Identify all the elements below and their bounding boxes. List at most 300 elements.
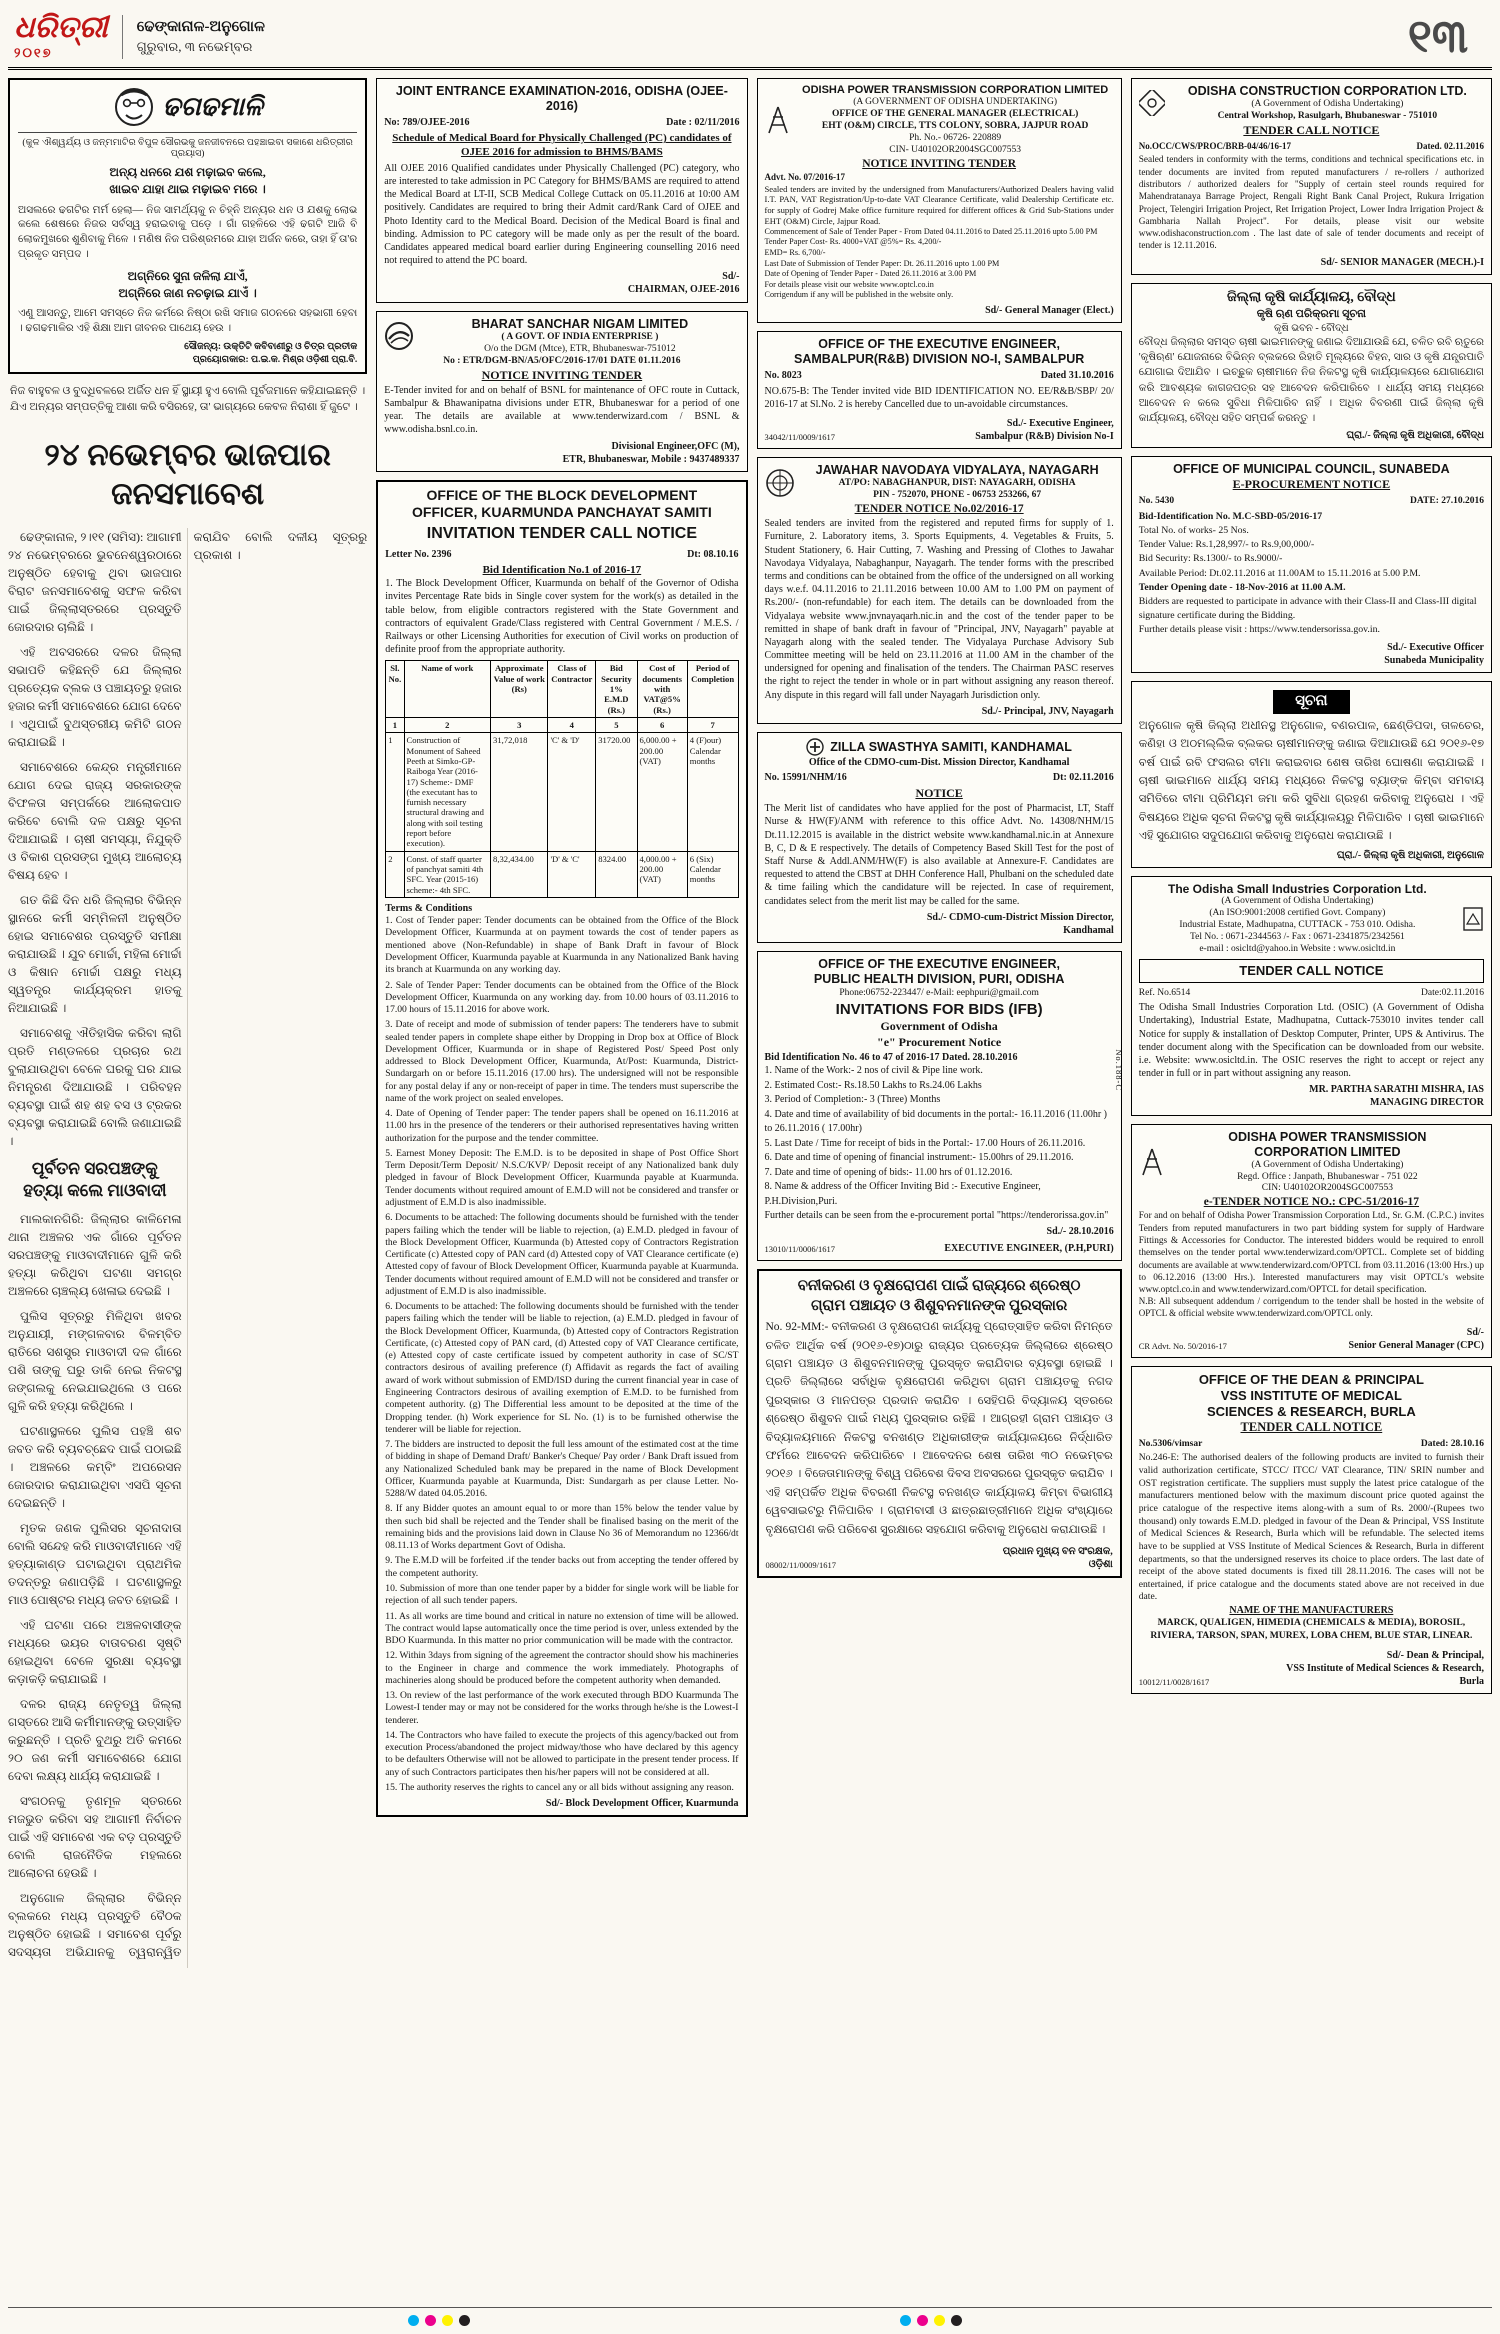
headline-line: ୨୪ ନଭେମ୍ବର ଭାଜପାର <box>44 437 331 473</box>
dhagadhamali-tagline: (କୁଳ ଐଶ୍ୱର୍ଯ୍ୟ ଓ ଜନ୍ମମାଟିର ବିପୁଳ ସୌରଭକୁ ଜନଜୀବନରେ ପହଞ୍ଚାଇବା ସକାଶେ ଧରିତ୍ରୀର ପ୍ରୟାସ) <box>22 138 353 159</box>
optcl-jajpur-title: ODISHA POWER TRANSMISSION CORPORATION LIMITED <box>802 84 1109 96</box>
osic-line6: e-mail : osicltd@yahoo.in Website : www.osicltd.in <box>1199 943 1396 954</box>
optcl-cpc-title <box>1171 1130 1484 1160</box>
kandhamal-title: ZILLA SWASTHYA SAMITI, KANDHAMAL <box>830 739 1072 754</box>
color-registration-dots-left <box>408 2315 470 2326</box>
ojee-date: Date : 02/11/2016 <box>666 117 740 128</box>
jnv-body: Sealed tenders are invited from the registered and reputed firms for supply of 1. Furniture, 2. Laboratory items, 3. Sports Equipments, 4. Vegetables & Fruits, 5. Student Stationery, 6. Hair Cutting, 7. Washing and Pressing of Clothes to Jawahar Navodaya Vidyalaya, Nabaghanpur, Nayagarh. The tender forms with the prescribed terms and conditions can be obtained from the office of the undersigned on all working days w.e.f. 04.11.2016 to 21.11.2016 between 10.00 AM to 1.00 PM on payment of Rs.200/- (non-refundable) for each item. The details can be downloaded from the Vidyalaya website www.jnvnayaqarh.nic.in and the cost of the tender paper to be remitted in shape of bank draft in favour of "Principal, JNV, Nayagarh" payable at Nayagarh along with the sealed tender. The Vidyalaya Purchase Advisory Sub Committee meeting will be held on 23.11.2016 at 11.00 AM in the chamber of the undersigned for opening and finalisation of the tenders. The Chairman PASC reserves the right to reject the tender in whole or in part without assigning any reason thereof. Any dispute in this regard will fall under Nayagarh Jurisdiction only. <box>764 518 1114 701</box>
sign-line: Burla <box>1459 1676 1484 1688</box>
term-item: 5. Earnest Money Deposit: The E.M.D. is to be deposited in shape of Post Office Short Term Deposit/Term Deposit/ N.S.C/KVP/ Deposit receipt of any Nationalized bank duly pledged in favour of Block Development Officer, Kuarmunda payable at Kuarmunda. Tender documents without required amount of E.M.D will not be considered and transfer or adjustment of E.M.D is also inadmissible. <box>385 1147 739 1209</box>
bsnl-logo-icon <box>384 321 414 351</box>
headline-line: ଜନସମାବେଶ <box>111 475 265 511</box>
ojee-subject: Schedule of Medical Board for Physically Challenged (PC) candidates of OJEE 2016 for admission to BHMS/BAMS <box>392 132 732 159</box>
verse-line: ଅଗ୍ନିରେ ଜାଣ ନଚଢ଼ାଇ ଯାଏଁ । <box>118 285 257 300</box>
ee-puri-items <box>765 1064 1114 1209</box>
sign-line: ETR, Bhubaneswar, Mobile : 9437489337 <box>562 453 740 465</box>
table-header: Approximate Value of work (Rs) <box>491 661 548 718</box>
black-dot <box>951 2315 962 2326</box>
sign-line: ଓଡ଼ିଶା <box>1088 1559 1113 1571</box>
sign-line: Sambalpur (R&B) Division No-I <box>975 431 1114 443</box>
jnv-heading: TENDER NOTICE No.02/2016-17 <box>854 503 1024 516</box>
term-item: 7. The bidders are instructed to deposit the full less amount of the estimated cost at the time of bidding in shape of Demand Draft/ Banker's Cheque/ Pay order / Bank Draft issued from any Nationalized Scheduled bank may be prepared in the name of Block Development Officer, Kuarmunda payable at Kuarmunda, Dist: Sundargarh as per clause Letter. No- 5288/W dated 04.05.2016. <box>385 1439 739 1500</box>
ee-sambalpur-title <box>765 337 1114 367</box>
table-cell: 'C' & 'D' <box>548 733 596 851</box>
occ-logo-icon <box>1139 90 1165 116</box>
optcl-cpc-notice <box>1131 1124 1492 1359</box>
osic-notice <box>1131 876 1492 1116</box>
notice-line: Tender Value: Rs.1,28,997/- to Rs.9,00,000/- <box>1138 539 1315 551</box>
masthead-divider <box>122 15 123 59</box>
article-paragraph: ପୁଲିସ ସୂତ୍ରରୁ ମିଳିଥିବା ଖବର ଅନୁଯାୟୀ, ମଙ୍ଗଳବାର ବିଳମ୍ବିତ ରାତିରେ ସଶସ୍ତ୍ର ମାଓବାଦୀ ଦଳ ଗାଁରେ ପଶି ତାଙ୍କୁ ଘରୁ ଡାକି ନେଇ ନିକଟସ୍ଥ ଜଙ୍ଗଲକୁ ନେଇଯାଇଥିଲେ ଓ ପରେ ଗୁଳି କରି ହତ୍ୟା କରିଥିଲେ । <box>8 1308 182 1413</box>
magenta-dot <box>425 2315 436 2326</box>
osic-ref: Ref. No.6514 <box>1138 987 1191 998</box>
term-item: 13. On review of the last performance of the work executed through BDO Kuarmunda The Lowest-I tender may or may not be considered for the works through he/she is the Lowest-I tenderer. <box>385 1690 739 1726</box>
term-item: 9. The E.M.D will be forfeited .if the tender backs out from accepting the tender offered by the competent authority. <box>385 1555 739 1579</box>
ee-puri-title <box>765 957 1114 987</box>
dhagadhamali-verse-1 <box>18 164 357 199</box>
notice-line: Bid Security: Rs.1300/- to Rs.9000/- <box>1138 553 1283 565</box>
table-header-row <box>386 661 738 718</box>
detail-line: For details please visit our website www.optcl.co.in <box>764 279 934 289</box>
bdo-signature: Sd/- Block Development Officer, Kuarmunda <box>545 1798 739 1810</box>
table-cell: Construction of Monument of Saheed Peeth at Simko-GP-Raiboga Year (2016-17) Scheme:- DMF (the executant has to furnish necessary structural drawing and along with soil testing report before execution). <box>404 733 490 851</box>
bottom-rule <box>8 2307 1492 2308</box>
cyan-dot <box>900 2315 911 2326</box>
sign-line: MANAGING DIRECTOR <box>1370 1097 1484 1109</box>
magenta-dot <box>917 2315 928 2326</box>
bdo-bid-id: Bid Identification No.1 of 2016-17 <box>482 563 642 576</box>
ojee-ref-no: No: 789/OJEE-2016 <box>384 117 470 128</box>
optcl-jajpur-heading: NOTICE INVITING TENDER <box>862 157 1017 170</box>
ee-puri-signature: EXECUTIVE ENGINEER, (P.H,PURI) <box>944 1242 1114 1254</box>
dhagadhamali-header <box>18 86 357 133</box>
sunabeda-notice <box>1131 456 1492 673</box>
yellow-dot <box>934 2315 945 2326</box>
kandhamal-heading: NOTICE <box>915 786 963 801</box>
ifb-item: 8. Name & address of the Officer Inviting Bid :- Executive Engineer, P.H.Division,Puri. <box>764 1181 1041 1207</box>
article-paragraph: ମୃତକ ଜଣକ ପୁଲିସର ସୂଚନାଦାତା ବୋଲି ସନ୍ଦେହ କରି ମାଓବାଦୀମାନେ ଏହି ହତ୍ୟାକାଣ୍ଡ ଘଟାଇଥିବା ପ୍ରାଥମିକ ତଦନ୍ତରୁ ଜଣାପଡ଼ିଛି । ଘଟଣାସ୍ଥଳରୁ ମାଓ ପୋଷ୍ଟର ମଧ୍ୟ ଜବତ ହୋଇଛି । <box>8 1520 182 1607</box>
optcl-jajpur-line2: (A GOVERNMENT OF ODISHA UNDERTAKING) <box>853 97 1058 108</box>
ee-puri-contact: Phone:06752-223447/ e-Mail: eephpuri@gmail.com <box>839 988 1039 999</box>
verse-line: ଅନ୍ୟ ଧନରେ ଯଶ ମଢ଼ାଇବ କଲେ, <box>109 165 266 179</box>
optcl-logo-icon <box>1139 1147 1165 1177</box>
occ-signature: Sd/- SENIOR MANAGER (MECH.)-I <box>1320 256 1484 268</box>
term-item: 11. As all works are time bound and critical in nature no extension of time will be allowed. The contract would lapse automatically once the time period is over, unless extended by the BDO Kuarmunda. In this matter no prior communication will be made with the contractor. <box>385 1610 739 1647</box>
ad-code: 13010/11/0006/1617 <box>764 1243 836 1254</box>
ojee-title: JOINT ENTRANCE EXAMINATION-2016, ODISHA (OJEE-2016) <box>395 84 728 113</box>
table-cell: 4 (F)our) Calendar months <box>687 733 738 851</box>
color-registration-dots-right <box>900 2315 962 2326</box>
yellow-dot <box>442 2315 453 2326</box>
occ-line3: Central Workshop, Rasulgarh, Bhubaneswar - 751010 <box>1217 110 1438 121</box>
column-3 <box>757 78 1122 1578</box>
table-colnum: 5 <box>596 717 637 732</box>
boudh-agri-notice <box>1131 283 1492 449</box>
boudh-subtitle: କୃଷି ଋଣ ପରିକ୍ରମା ସୂଚନା <box>1256 308 1367 321</box>
print-registration-marks <box>0 2315 1500 2326</box>
ojee-notice <box>376 78 747 303</box>
kandhamal-date: Dt: 02.11.2016 <box>1052 772 1114 784</box>
title-line: OFFICE OF THE BLOCK DEVELOPMENT <box>426 486 698 503</box>
subhead-line: ହତ୍ୟା କଲେ ମାଓବାଦୀ <box>23 1180 167 1200</box>
ojee-signature <box>384 270 739 296</box>
optcl-cpc-line4: Regd. Office : Janpath, Bhubaneswar - 751 022 <box>1237 1171 1418 1182</box>
title-line: VSS INSTITUTE OF MEDICAL <box>1220 1388 1403 1404</box>
sunabeda-title: OFFICE OF MUNICIPAL COUNCIL, SUNABEDA <box>1173 462 1450 477</box>
term-item: 8. If any Bidder quotes an amount equal to or more than 15% below the tender value by then such bid shall be rejected and the Tender shall be finalised basing on the merit of the remaining bids and the provisions laid down in Clause No 36 of Memorandum no 12366/dt 08.11.13 of Works department Govt of Odisha. <box>385 1503 739 1552</box>
verse-line: ଖାଇବ ଯାହା ଥାଇ ମଢ଼ାଇବ ମରେ । <box>109 182 266 197</box>
article-paragraph: ଘଟଣାସ୍ଥଳରେ ପୁଲିସ ପହଞ୍ଚି ଶବ ଜବତ କରି ବ୍ୟବଚ୍ଛେଦ ପାଇଁ ପଠାଇଛି । ଅଞ୍ଚଳରେ କମ୍ବିଂ ଅପରେସନ ଜୋରଦାର କରାଯାଇଥିବା ଏସପି ସୂଚନା ଦେଇଛନ୍ତି । <box>8 1423 182 1510</box>
bsnl-ref: No : ETR/DGM-BN/A5/OFC/2016-17/01 DATE 01.11.2016 <box>443 356 681 367</box>
osic-band: TENDER CALL NOTICE <box>1139 959 1484 982</box>
sign-line: MR. PARTHA SARATHI MISHRA, IAS <box>1309 1084 1484 1096</box>
article-paragraph: ଏହି ଘଟଣା ପରେ ଅଞ୍ଚଳବାସୀଙ୍କ ମଧ୍ୟରେ ଭୟର ବାତାବରଣ ସୃଷ୍ଟି ହୋଇଥିବା ବେଳେ ସୁରକ୍ଷା ବ୍ୟବସ୍ଥା କଡ଼ାକଡ଼ି କରାଯାଇଛି । <box>8 1617 182 1686</box>
dhagadhamali-title: ଢଗଢମାଳି <box>162 91 263 121</box>
health-emblem-icon <box>806 738 824 756</box>
optcl-jajpur-line4: EHT (O&M) CIRCLE, TTS COLONY, SOBRA, JAJPUR ROAD <box>821 120 1089 131</box>
optcl-jajpur-advt: Advt. No. 07/2016-17 <box>764 171 845 182</box>
bdo-works-table <box>385 660 738 898</box>
optcl-jajpur-line3: OFFICE OF THE GENERAL MANAGER (ELECTRICAL) <box>832 109 1079 120</box>
detail-line: Date of Opening of Tender Paper - Dated 26.11.2016 at 3.00 PM <box>764 269 977 279</box>
black-dot <box>459 2315 470 2326</box>
occ-line2: (A Government of Odisha Undertaking) <box>1251 99 1404 109</box>
detail-line: Corrigendum if any will be published in the website only. <box>764 290 954 300</box>
bdo-terms-list <box>385 915 738 1794</box>
title-line: CORPORATION LIMITED <box>1254 1144 1401 1159</box>
column-1 <box>8 78 367 1968</box>
sign-line: Sd./- Executive Engineer, <box>1006 417 1114 429</box>
optcl-cpc-ref: CR Advt. No. 50/2016-17 <box>1138 1341 1227 1352</box>
newspaper-logo-text: ଧରିତ୍ରୀ <box>14 10 108 44</box>
table-colnum: 1 <box>386 717 404 732</box>
table-header: Class of Contractor <box>548 661 596 718</box>
bdo-kuarmunda-notice <box>376 480 747 1818</box>
table-row <box>386 733 738 851</box>
suchana-body: ଅନୁଗୋଳ କୃଷି ଜିଲ୍ଲା ଅଧୀନସ୍ଥ ଅନୁଗୋଳ, ବଣରପାଳ, ଛେଣ୍ଡିପଦା, ତାଳଚେର, କଣିହା ଓ ଅଠମଲ୍ଲିକ ବ୍ଲକର ଚାଷୀମାନଙ୍କୁ ଜଣାଇ ଦିଆଯାଉଛି ଯେ ୨୦୧୬-୧୭ ବର୍ଷ ପାଇଁ ରବି ଫସଲର ବୀମା କରାଇବାର ଶେଷ ତାରିଖ ଘୋଷଣା କରାଯାଇଛି । ଚାଷୀ ଭାଇମାନେ ଧାର୍ଯ୍ୟ ସମୟ ମଧ୍ୟରେ ନିକଟସ୍ଥ ବ୍ୟାଙ୍କ କିମ୍ବା ସମବାୟ ସମିତିରେ ବୀମା ପ୍ରିମିୟମ ଜମା କରି ସୁବିଧା ଗ୍ରହଣ କରିବାକୁ ଅନୁରୋଧ । ଏହି ବିଷୟରେ ଅଧିକ ସୂଚନା ନିକଟସ୍ଥ କୃଷି କାର୍ଯ୍ୟାଳୟରୁ ମିଳିପାରିବ । ଚାଷୀ ଭାଇମାନେ ଏହି ସୁଯୋଗର ସଦୁପଯୋଗ କରିବାକୁ ଅନୁରୋଧ କରାଯାଉଛି । <box>1138 719 1484 843</box>
detail-line: Last Date of Submission of Tender Paper: Dt. 26.11.2016 upto 1.00 PM <box>764 258 1000 268</box>
sign-line: ପ୍ରଧାନ ମୁଖ୍ୟ ବନ ସଂରକ୍ଷକ, <box>1002 1546 1113 1557</box>
bdo-heading: INVITATION TENDER CALL NOTICE <box>426 525 697 543</box>
ee-sambalpur-date: Dated 31.10.2016 <box>1040 370 1114 382</box>
table-header: Bid Security 1% E.M.D (Rs.) <box>596 661 637 718</box>
table-cell: 31,72,018 <box>491 733 548 851</box>
ad-code-vertical: No.188-C <box>1113 1048 1124 1091</box>
credit-line: ସୌଜନ୍ୟ: ଉକ୍ତିଟି କବିବାଣୀରୁ ଓ ଚିତ୍ର ପ୍ରତୀକ <box>184 341 358 352</box>
table-cell: 4,000.00 + 200.00 (VAT) <box>637 851 687 897</box>
osic-title: The Odisha Small Industries Corporation Ltd. <box>1168 881 1427 896</box>
ee-sambalpur-ref: No. 8023 <box>764 370 802 382</box>
optcl-jajpur-signature: Sd/- General Manager (Elect.) <box>985 305 1114 317</box>
term-item: 14. The Contractors who have failed to execute the projects of this agency/backed out from execution Process/abandoned the project midway/those who have declared by this agency to be defaulters Otherwise will not be allowed to participate in the present tender process. If any of such Contractors participates then his/her papers will not be considered at all. <box>385 1729 739 1778</box>
optcl-logo-icon <box>765 105 791 135</box>
term-item: 12. Within 3days from signing of the agreement the contractor should show his machineries to the Engineer in charge and commence the work immediately. Photographs of machineries along should be produced before the competent authority when demanded. <box>385 1650 739 1686</box>
dhagadhamali-column <box>8 78 367 374</box>
optcl-cpc-heading: e-TENDER NOTICE NO.: CPC-51/2016-17 <box>1203 1196 1420 1209</box>
optcl-cpc-cin: CIN: U40102OR2004SGC007553 <box>1261 1183 1393 1194</box>
kandhamal-signature <box>765 911 1114 937</box>
sign-line: Senior General Manager (CPC) <box>1348 1340 1484 1352</box>
table-colnum: 2 <box>404 717 490 732</box>
ee-puri-heading3: "e" Procurement Notice <box>877 1035 1002 1050</box>
ifb-item: 1. Name of the Work:- 2 nos of civil & Pipe line work. <box>764 1065 983 1077</box>
article-paragraph: ଢେଙ୍କାନାଳ, ୨।୧୧ (ସମିସ): ଆଗାମୀ ୨୪ ନଭେମ୍ବରରେ ଭୁବନେଶ୍ୱରଠାରେ ଅନୁଷ୍ଠିତ ହେବାକୁ ଥିବା ଭାଜପାର ବିରାଟ ଜନସମାବେଶକୁ ସଫଳ କରିବା ପାଇଁ ଜିଲ୍ଲାସ୍ତରରେ ପ୍ରସ୍ତୁତି ଜୋରଦାର ଚାଲିଛି । <box>8 529 182 634</box>
table-colnum: 7 <box>687 717 738 732</box>
occ-heading: TENDER CALL NOTICE <box>1243 122 1380 137</box>
ojee-body: All OJEE 2016 Qualified candidates under Physically Challenged (PC) category, who are interested to take admission in PC Category for BHMS/BAMS are required to attend the Medical Board at LT-II, SCB Medical College Cuttack on 05.11.2016 at 10:00 AM positively. Candidates are required to bring their Admit card/Rank Card of OJEE and Photo Identity card to the Medical Board. Decision of the Medical Board is final and binding. Admission to PC category will be made only as per the result of the board. Candidates appeared medical board earlier during Engineering counselling 2016 need not required to attend the PC board. <box>384 162 740 267</box>
table-header: Cost of documents with VAT@5%(Rs.) <box>637 661 687 718</box>
bsnl-body: E-Tender invited for and on behalf of BSNL for maintenance of OFC route in Cuttack, Sambalpur & Bhawanipatna divisions under ETR, Bhubaneswar for a period of one year. The details are available at www.tenderwizard.com / BSNL & www.odisha.bsnl.co.in. <box>384 384 740 436</box>
jnv-address-1: AT/PO: NABAGHANPUR, DIST: NAYAGARH, ODISHA <box>838 478 1076 489</box>
article-subhead <box>8 1158 182 1202</box>
boudh-title: ଜିଲ୍ଲା କୃଷି କାର୍ଯ୍ୟାଳୟ, ବୌଦ୍ଧ <box>1227 289 1396 305</box>
sunabeda-lines <box>1139 510 1484 638</box>
detail-line: EMD= Rs. 6,700/- <box>764 247 826 257</box>
osic-line4: Industrial Estate, Madhupatna, CUTTACK - 753 010. Odisha. <box>1179 919 1416 930</box>
table-cell: 31720.00 <box>596 733 637 851</box>
edition-name: ଢେଙ୍କାନାଳ-ଅନୁଗୋଳ <box>136 19 265 35</box>
dhagadhamali-verse-2 <box>18 268 357 303</box>
sign-line: Sd/- <box>1466 1327 1484 1339</box>
jnv-address-2: PIN - 752070, PHONE - 06753 253266, 67 <box>873 490 1042 501</box>
ee-sambalpur-body: NO.675-B: The Tender invited vide BID IDENTIFICATION NO. EE/R&B/SBP/ 20/ 2016-17 at Sl.No. 2 is hereby Cancelled due to un-avoidable circumstances. <box>764 385 1114 410</box>
verse-line: ଅଗ୍ନିରେ ସୁନା ଜଳିଲା ଯାଏଁ, <box>127 268 248 283</box>
credit-line: ପ୍ରୟୋଗକାର: ପ.ଇ.କ. ମିଶ୍ର ଓଡ଼ିଶୀ ପ୍ରା.ବି. <box>192 354 358 365</box>
ifb-item: 5. Last Date / Time for receipt of bids in the Portal:- 17.00 Hours of 26.11.2016. <box>764 1137 1086 1149</box>
term-item: 2. Sale of Tender Paper: Tender documents can be obtained from the Office of the Block Development Officer, Kuarmunda on any working day. from 10.00 hours of 03.11.2016 to 17.00 hours of 15.11.2016 for above work. <box>385 979 739 1016</box>
table-cell: 6 (Six) Calendar months <box>687 851 738 897</box>
bsnl-title: BHARAT SANCHAR NIGAM LIMITED <box>471 316 689 331</box>
cyan-dot <box>408 2315 419 2326</box>
table-row <box>386 851 738 897</box>
title-line: OFFICE OF THE EXECUTIVE ENGINEER, <box>818 337 1060 352</box>
bsnl-subtitle: ( A GOVT. OF INDIA ENTERPRISE ) <box>501 331 659 342</box>
bdo-terms-title: Terms & Conditions <box>385 902 473 914</box>
notice-line: Total No. of works- 25 Nos. <box>1138 525 1249 536</box>
kandhamal-notice <box>757 732 1122 943</box>
jnv-nayagarh-notice <box>757 457 1122 724</box>
sunabeda-date: DATE: 27.10.2016 <box>1410 496 1484 507</box>
boudh-body: ବୌଦ୍ଧ ଜିଲ୍ଲାର ସମସ୍ତ ଚାଷୀ ଭାଇମାନଙ୍କୁ ଜଣାଇ ଦିଆଯାଉଛି ଯେ, ଚଳିତ ରବି ଋତୁରେ 'କୃଷିଋଣ' ଯୋଜନାରେ ବିଭିନ୍ନ ବ୍ଲକରେ ରିହାତି ମୂଲ୍ୟରେ ବିହନ, ସାର ଓ କୃଷି ଯନ୍ତ୍ରପାତି ଯୋଗାଇ ଦିଆଯିବ । ଇଚ୍ଛୁକ ଚାଷୀମାନେ ନିଜ ନିକଟସ୍ଥ କୃଷି କାର୍ଯ୍ୟାଳୟରେ ଯୋଗାଯୋଗ କରି ଆବଶ୍ୟକ କାଗଜପତ୍ର ସହ ଆବେଦନ କରିପାରିବେ । ଧାର୍ଯ୍ୟ ସମୟ ମଧ୍ୟରେ ଆବେଦନ ନ କଲେ ସୁବିଧା ମିଳିପାରିବ ନାହିଁ । ଅଧିକ ବିବରଣୀ ପାଇଁ ଜିଲ୍ଲା କୃଷି କାର୍ଯ୍ୟାଳୟ, ବୌଦ୍ଧ ସହିତ ସମ୍ପର୍କ କରନ୍ତୁ । <box>1138 336 1484 425</box>
table-cell: 1 <box>386 733 404 851</box>
ad-code: 08002/11/0009/1617 <box>765 1560 837 1571</box>
optcl-cpc-body: For and on behalf of Odisha Power Transmission Corporation Ltd., Sr. G.M. (C.P.C.) invites Tenders from reputed manufacturers in two part bidding system for supply of Hardware Fittings & Accessories for Conductor. The interested bidders would be required to enroll themselves on the tender portal www.tenderwizard.com/OPTCL. Complete set of bidding documents are available at www.tenderwizard.com/OPTCL from 03.11.2016 (13:00 Hrs.) up to 06.12.2016 (13:00 Hrs.). Interested manufacturers may visit OPTCL's website www.optcl.co.in and www.tenderwizard.com/OPTCL for detail specification. <box>1138 1211 1484 1296</box>
osic-signature <box>1139 1083 1484 1109</box>
notice-line: Bidders are requested to participate in advance with their Class-II and Class-III digital signature certificate during the Bidding. <box>1138 596 1477 622</box>
ee-sambalpur-notice <box>757 331 1122 449</box>
forest-title <box>766 1276 1113 1317</box>
page-number: ୧୩ <box>1407 9 1468 62</box>
dhagadhamali-credits <box>18 341 357 367</box>
sign-line: Sunabeda Municipality <box>1384 654 1484 666</box>
osic-date: Date:02.11.2016 <box>1421 987 1484 998</box>
article-paragraph: ମାଲକାନଗିରି: ଜିଲ୍ଲାର କାଳିମେଳା ଥାନା ଅଞ୍ଚଳର ଏକ ଗାଁରେ ପୂର୍ବତନ ସରପଞ୍ଚଙ୍କୁ ମାଓବାଦୀମାନେ ଗୁଳି କରି ହତ୍ୟା କରିଥିବା ଘଟଣା ସମଗ୍ର ଅଞ୍ଚଳରେ ଚାଞ୍ଚଲ୍ୟ ଖେଳାଇ ଦେଇଛି । <box>8 1211 182 1298</box>
ee-sambalpur-signature <box>975 417 1113 443</box>
newspaper-logo <box>14 10 108 61</box>
bsnl-notice <box>376 311 747 472</box>
table-cell: 8324.00 <box>596 851 637 897</box>
sign-line: Sd/- Dean & Principal, <box>1386 1649 1484 1661</box>
kandhamal-body: The Merit list of candidates who have applied for the post of Pharmacist, LT, Staff Nurse & HW(F)/ANM with reference to this office Advt. No. 14308/NHM/15 Dt.11.12.2015 is available in the district website www.kandhamal.nic.in at Annexure B, C, D & E respectively. The details of Competency Based Skill Test for the post of Staff Nurse & Addl.ANM/HW(F) is also available at Annexure-F. Candidates are requested to attend the CBST at DHH Conference Hall, Phulbani on the scheduled date & time failing which the candidature will be rejected. In case of requirement, candidates select from the merit list may be called for the same. <box>764 803 1114 907</box>
boudh-subtitle2: କୃଷି ଭବନ - ବୌଦ୍ଧ <box>1274 322 1349 334</box>
lead-paragraph: ନିଜ ବାହୁବଳ ଓ ବୁଦ୍ଧିବଳରେ ଅର୍ଜିତ ଧନ ହିଁ ସ୍ଥାୟୀ ହୁଏ ବୋଲି ପୂର୍ବଜମାନେ କହିଯାଇଛନ୍ତି । ଯିଏ ଅନ୍ୟର ସମ୍ପତ୍ତିକୁ ଆଶା କରି ବସିରହେ, ତା' ଭାଗ୍ୟରେ କେବଳ ନିରାଶା ହିଁ ଜୁଟେ । <box>10 385 366 414</box>
article-paragraph: ସଂଗଠନକୁ ତୃଣମୂଳ ସ୍ତରରେ ମଜଭୁତ କରିବା ସହ ଆଗାମୀ ନିର୍ବାଚନ ପାଇଁ ଏହି ସମାବେଶ ଏକ ବଡ଼ ପ୍ରସ୍ତୁତି ବୋଲି ରାଜନୈତିକ ମହଲରେ ଆଲୋଚନା ହେଉଛି । <box>8 1793 182 1880</box>
article-paragraph: ଦଳର ରାଜ୍ୟ ନେତୃତ୍ୱ ଜିଲ୍ଲା ଗସ୍ତରେ ଆସି କର୍ମୀମାନଙ୍କୁ ଉତ୍ସାହିତ କରୁଛନ୍ତି । ପ୍ରତି ବୁଥରୁ ଅତି କମରେ ୨୦ ଜଣ କର୍ମୀ ସମାବେଶରେ ଯୋଗ ଦେବା ଲକ୍ଷ୍ୟ ଧାର୍ଯ୍ୟ କରାଯାଇଛି । <box>8 1696 182 1783</box>
ifb-item: 4. Date and time of availability of bid documents in the portal:- 16.11.2016 (11.00hr ) to 26.11.2016 ( 17.00hr) <box>764 1108 1108 1135</box>
notice-line: Available Period: Dt.02.11.2016 at 11.00AM to 15.11.2016 at 5.00 P.M. <box>1138 567 1421 579</box>
vimsar-date: Dated: 28.10.16 <box>1420 1438 1484 1449</box>
sign-line: Sd./- CDMO-cum-District Mission Director, <box>926 911 1114 923</box>
boudh-signature: ଘ୍ରା./- ଜିଲ୍ଲା କୃଷି ଅଧିକାରୀ, ବୌଦ୍ଧ <box>1346 430 1484 442</box>
ee-puri-heading2: Government of Odisha <box>880 1019 998 1034</box>
table-cell: 6,000.00 + 200.00 (VAT) <box>637 733 687 851</box>
vimsar-mfr-list: MARCK, QUALIGEN, HIMEDIA (CHEMICALS & MEDIA), BOROSIL, RIVIERA, TARSON, SPAN, MUREX, LOBA CHEM, BLUE STAR, LINEAR. <box>1150 1617 1473 1641</box>
sign-line: Sd./- Executive Officer <box>1387 641 1484 653</box>
ifb-item: 7. Date and time of opening of bids:- 11.00 hrs of 01.12.2016. <box>764 1166 1013 1178</box>
ee-puri-sign-date: Sd./- 28.10.2016 <box>1046 1226 1114 1238</box>
term-item: 6. Documents to be attached: The following documents should be furnished with the tender papers failing which the tender will be liable to rejection, (a) E.M.D. pledged in favour of the Block Development Officer, Kuarmunda (b) Attested copy of Contractors Registration Certificate (c) Attested copy of PAN card (d) Attested copy of VAT Clearance certificate (e) Attested copy of favour of Block Development Officer, Kuarmunda payable at Kuarmunda. Tender documents without required amount of E.M.D will not be considered and transfer or adjustment of E.M.D is also inadmissible. <box>385 1212 739 1297</box>
table-cell: 2 <box>386 851 404 897</box>
jnv-signature: Sd./- Principal, JNV, Nayagarh <box>981 705 1114 717</box>
optcl-jajpur-body: Sealed tenders are invited by the undersigned from Manufacturers/Authorized Dealers having valid I.T. PAN, VAT Registration/Up-to-date VAT Clearance Certificate, valid Dealership Certificate etc. for supply of Godrej Make office furniture required for different offices & Grid Sub-Stations under EHT (O&M) Circle, Jajpur Road. <box>764 183 1114 226</box>
notice-line: Further details please visit : https://www.tendersorissa.gov.in. <box>1138 624 1380 636</box>
term-item: 15. The authority reserves the rights to cancel any or all bids without assigning any reason. <box>385 1781 734 1793</box>
sunabeda-heading: E-PROCUREMENT NOTICE <box>1232 477 1391 492</box>
vimsar-ref: No.5306/vimsar <box>1138 1438 1203 1449</box>
term-item: 10. Submission of more than one tender paper by a bidder for single work will be liable for rejection of all such tender papers. <box>385 1582 739 1607</box>
title-line: ODISHA POWER TRANSMISSION <box>1228 1129 1427 1144</box>
edition-block <box>137 18 265 55</box>
ee-puri-bid-line: Bid Identification No. 46 to 47 of 2016-17 Dated. 28.10.2016 <box>764 1052 1018 1064</box>
article-paragraph: ଏହି ଅବସରରେ ଦଳର ଜିଲ୍ଲା ସଭାପତି କହିଛନ୍ତି ଯେ ଜିଲ୍ଲାର ପ୍ରତ୍ୟେକ ବ୍ଲକ ଓ ପଞ୍ଚାୟତରୁ ହଜାର ହଜାର କର୍ମୀ ସମାବେଶରେ ଯୋଗ ଦେବେ । ଏଥିପାଇଁ ବୁଥସ୍ତରୀୟ କମିଟି ଗଠନ କରାଯାଇଛି । <box>8 644 182 749</box>
ee-puri-heading1: INVITATIONS FOR BIDS (IFB) <box>835 1000 1043 1018</box>
table-cell: Const. of staff quarter of panchyat samiti 4th SFC. Year (2015-16) scheme:- 4th SFC. <box>404 851 490 897</box>
bsnl-signature <box>384 440 739 466</box>
sunabeda-ref: No. 5430 <box>1138 496 1175 507</box>
osic-logo-icon <box>1462 906 1484 932</box>
detail-line: Tender Paper Cost- Rs. 4000+VAT @5%= Rs. 4,200/- <box>764 237 942 247</box>
optcl-jajpur-phone: Ph. No.- 06726- 220889 <box>909 132 1002 143</box>
article-paragraph: ସମାବେଶକୁ ଐତିହାସିକ କରିବା ଲାଗି ପ୍ରତି ମଣ୍ଡଳରେ ପ୍ରଚାର ରଥ ବୁଲାଯାଉଥିବା ବେଳେ ଘରକୁ ଘର ଯାଇ ନିମନ୍ତ୍ରଣ ଦିଆଯାଉଛି । ପରିବହନ ବ୍ୟବସ୍ଥା ପାଇଁ ଶହ ଶହ ବସ ଓ ଟ୍ରକର ବ୍ୟବସ୍ଥା କରାଯାଇଛି ବୋଲି ଜଣାଯାଇଛି । <box>8 1025 182 1148</box>
kandhamal-ref: No. 15991/NHM/16 <box>764 772 847 784</box>
dhagadhamali-paragraph: ଏଣୁ ଆସନ୍ତୁ, ଆମେ ସମସ୍ତେ ନିଜ କର୍ମରେ ନିଷ୍ଠା ରଖି ସମାଜ ଗଠନରେ ସହଭାଗୀ ହେବା । ଢଗଢମାଳିର ଏହି ଶିକ୍ଷା ଆମ ଜୀବନର ପାଥେୟ ହେଉ । <box>18 308 358 334</box>
table-cell: 8,32,434.00 <box>491 851 548 897</box>
sunabeda-signature <box>1139 641 1484 667</box>
forest-signature <box>1003 1545 1113 1571</box>
table-header: Name of work <box>404 661 490 718</box>
sign-line: Sd/- <box>722 271 740 283</box>
article-paragraph: ଅନୁଗୋଳ ଜିଲ୍ଲାର ବିଭିନ୍ନ ବ୍ଲକରେ ମଧ୍ୟ ପ୍ରସ୍ତୁତି ବୈଠକ ଅନୁଷ୍ଠିତ ହୋଇଛି । ସମାବେଶ ପୂର୍ବରୁ ସଦସ୍ୟତା ଅଭିଯାନକୁ ତ୍ୱରାନ୍ୱିତ କରାଯିବ ବୋଲି ଦଳୀୟ ସୂତ୍ରରୁ ପ୍ରକାଶ । <box>8 529 368 1959</box>
osic-body: The Odisha Small Industries Corporation Ltd. (OSIC) (A Government of Odisha Undertaking), Industrial Estate, Madhupatna, Cuttack-753010 invites tender call Notice for supply & installation of Desktop Computer, Printer, UPS & Antivirus. The tender document along with the Specification can be downloaded from our website. i.e. Website: www.osicltd.in. The OSIC reserves the right to accept or reject any tender in full or in part without assigning any reason. <box>1138 1002 1484 1080</box>
term-item: 4. Date of Opening of Tender paper: The tender papers shall be opened on 16.11.2016 at 11.00 hrs in the presence of the tenderers or their authorised representatives having written authorization for the purpose and the tender committee. <box>385 1108 739 1144</box>
title-line: PUBLIC HEALTH DIVISION, PURI, ODISHA <box>813 972 1065 987</box>
table-colnum-row <box>386 717 738 732</box>
sign-line: Divisional Engineer,OFC (M), <box>611 440 740 452</box>
optcl-cpc-signature <box>1349 1326 1484 1352</box>
forest-body: No. 92-MM:- ବନୀକରଣ ଓ ବୃକ୍ଷରୋପଣ କାର୍ଯ୍ୟକୁ ପ୍ରୋତ୍ସାହିତ କରିବା ନିମନ୍ତେ ଚଳିତ ଆର୍ଥିକ ବର୍ଷ (୨୦୧୬-୧୭)ଠାରୁ ରାଜ୍ୟର ପ୍ରତ୍ୟେକ ଜିଲ୍ଲାରେ ଶ୍ରେଷ୍ଠ ଗ୍ରାମ ପଞ୍ଚାୟତ ଓ ଶିଶୁବନମାନଙ୍କୁ ପୁରସ୍କୃତ କରାଯିବାର ବ୍ୟବସ୍ଥା ହୋଇଛି । ପ୍ରତି ଜିଲ୍ଲାରେ ସର୍ବାଧିକ ବୃକ୍ଷରୋପଣ କରିଥିବା ଗ୍ରାମ ପଞ୍ଚାୟତକୁ ନଗଦ ପୁରସ୍କାର ଓ ମାନପତ୍ର ପ୍ରଦାନ କରାଯିବ । ସେହିପରି ବିଦ୍ୟାଳୟ ସ୍ତରରେ ଶ୍ରେଷ୍ଠ ଶିଶୁବନ ପାଇଁ ମଧ୍ୟ ପୁରସ୍କାର ରହିଛି । ଆଗ୍ରହୀ ଗ୍ରାମ ପଞ୍ଚାୟତ ଓ ବିଦ୍ୟାଳୟମାନେ ନିକଟସ୍ଥ ବନଖଣ୍ଡ ଅଧିକାରୀଙ୍କ କାର୍ଯ୍ୟାଳୟରେ ନିର୍ଦ୍ଧାରିତ ଫର୍ମରେ ଆବେଦନ କରିପାରିବେ । ଆବେଦନର ଶେଷ ତାରିଖ ୩୦ ନଭେମ୍ବର ୨୦୧୬ । ବିଜେତାମାନଙ୍କୁ ବିଶ୍ୱ ପରିବେଶ ଦିବସ ଅବସରରେ ପୁରସ୍କୃତ କରାଯିବ । ଏହି ସମ୍ପର୍କିତ ଅଧିକ ବିବରଣୀ ନିକଟସ୍ଥ ବନଖଣ୍ଡ କାର୍ଯ୍ୟାଳୟ କିମ୍ବା ବିଭାଗୀୟ ୱେବସାଇଟରୁ ମିଳିପାରିବ । ଗ୍ରାମବାସୀ ଓ ଛାତ୍ରଛାତ୍ରୀମାନେ ଅଧିକ ସଂଖ୍ୟାରେ ବୃକ୍ଷରୋପଣ କରି ପରିବେଶ ସୁରକ୍ଷାରେ ସହଯୋଗ କରିବାକୁ ଅନୁରୋଧ କରାଯାଉଛି । <box>765 1321 1113 1536</box>
masthead <box>8 6 1492 70</box>
optcl-jajpur-notice <box>757 78 1122 323</box>
table-colnum: 4 <box>548 717 596 732</box>
vimsar-notice <box>1131 1366 1492 1694</box>
detail-line: Commencement of Sale of Tender Paper - From Dated 04.11.2016 to Dated 25.11.2016 upto 5.00 PM <box>764 226 1098 236</box>
vimsar-heading: TENDER CALL NOTICE <box>1240 1420 1383 1435</box>
column-4 <box>1131 78 1492 1694</box>
term-item: 6. Documents to be attached: The following documents should be furnished with the tender papers failing which the tender will be liable to rejection, (a) E.M.D. pledged in favour of the Block Development Officer, Kuarmunda, (b) Attested copy of Contractors Registration Certificate, (c) Attested copy of PAN card, (d) Attested copy of VAT Clearance certificate, (e) Attested copy of caste certificate issued by competent authority in case of SC/ST contractors desirous of availing preference (f) Affidavit as regards the fact of availing award of work without submission of EMD/ISD during the current financial year in case of Engineering Contractors desirous of availing exemption of E.M.D. to be furnished from competent authority. (g) The Differential less amount to be deposited at the time of the Dropping tender. (h) Work experience for SL No. (1) is to be furnished otherwise the tenderer will be liable for rejection. <box>385 1301 739 1435</box>
title-line: ବନୀକରଣ ଓ ବୃକ୍ଷରୋପଣ ପାଇଁ ରାଜ୍ୟରେ ଶ୍ରେଷ୍ଠ <box>797 1277 1081 1294</box>
kandhamal-office: Office of the CDMO-cum-Dist. Mission Director, Kandhamal <box>808 757 1070 768</box>
ee-puri-footer: Further details can be seen from the e-procurement portal "https://tenderorissa.gov.in" <box>764 1210 1109 1222</box>
osic-line2: (A Government of Odisha Undertaking) <box>1221 896 1374 907</box>
subhead-line: ପୂର୍ବତନ ସରପଞ୍ଚଙ୍କୁ <box>31 1158 158 1178</box>
vimsar-signature <box>1286 1649 1484 1689</box>
article-paragraph: ସମାବେଶରେ କେନ୍ଦ୍ର ମନ୍ତ୍ରୀମାନେ ଯୋଗ ଦେଇ ରାଜ୍ୟ ସରକାରଙ୍କ ବିଫଳତା ସମ୍ପର୍କରେ ଆଲୋକପାତ କରିବେ ବୋଲି ଦଳ ପକ୍ଷରୁ ସୂଚନା ଦିଆଯାଇଛି । ଚାଷୀ ସମସ୍ୟା, ନିଯୁକ୍ତି ଓ ବିକାଶ ପ୍ରସଙ୍ଗ ମୁଖ୍ୟ ଆଲୋଚ୍ୟ ବିଷୟ ହେବ । <box>8 759 182 882</box>
vimsar-body: No.246-E: The authorised dealers of the following products are invited to furnish their valid authorization certificate, STCC/ ITCC/ VAT Clearance, TIN/ SRIN number and OST registration certificate. The suppliers must supply the latest price catalogue of the manufacturers mentioned below with the maximum discount price quoted against the price catalogue of the respective items along-with a sum of Rs. 2000/-(Rupees two thousand) only towards E.M.D. pledged in favour of the Dean & Principal, VSS Institute of Medical Sciences & Research, Burla which will be refundable. The selected items have to be supplied at VSS Institute of Medical Sciences & Research, Burla in different departments, so that the undersigned reserves its choice to place orders. The last date of receipt of the above stated documents is fixed till 28.11.2016. The cases will not be entertained, if price catalogue and the documents stated above are not received in due date. <box>1138 1452 1484 1603</box>
suchana-title: ସୂଚନା <box>1273 690 1350 714</box>
jnv-title: JAWAHAR NAVODAYA VIDYALAYA, NAYAGARH <box>815 463 1099 478</box>
page-columns <box>8 78 1492 1968</box>
occ-notice <box>1131 78 1492 275</box>
optcl-cpc-line3: (A Government of Odisha Undertaking) <box>1251 1159 1404 1170</box>
notice-line: Tender Opening date - 18-Nov-2016 at 11.00 A.M. <box>1138 581 1346 593</box>
ifb-item: 6. Date and time of opening of financial instrument:- 15.00hrs of 29.11.2016. <box>764 1152 1074 1164</box>
osic-line3: (An ISO:9001:2008 certified Govt. Company) <box>1209 907 1386 918</box>
sign-line: VSS Institute of Medical Sciences & Research, <box>1286 1662 1484 1674</box>
sign-line: Kandhamal <box>1063 924 1114 936</box>
jnv-emblem-icon <box>765 468 795 498</box>
occ-date: Dated. 02.11.2016 <box>1416 140 1484 151</box>
sign-line: CHAIRMAN, OJEE-2016 <box>627 284 740 296</box>
bdo-date: Dt: 08.10.16 <box>687 548 739 560</box>
optcl-jajpur-details <box>765 227 1114 302</box>
term-item: 1. Cost of Tender paper: Tender documents can be obtained from the Office of the Block Development Officer, Kuarmunda at on payment towards the cost of tender papers as mentioned above (Non-Refundable) in shape of Bank Draft in favour of Block Development Officer, Kuarmunda payable at Kuarmunda in any Nationalized Bank having its branch at Kuarmunda on any working day. <box>385 915 739 976</box>
term-item: 3. Date of receipt and mode of submission of tender papers: The tenderers have to submit sealed tender papers in complete shape either by Dropping in Drop box at Office of Block Development Officer, Kuarmunda or in shape of Registered Post/ Speed Post only addressed to Block Development Officer, Kuarmunda, At/Post: Kuarmunda, District- Sundargarh on or before 15.11.2016 (17.00 hrs). The undersigned will not be responsible for any postal delay if any or non-receipt of paper in time. The tenders must superscribe the name of the work project on sealed envelopes. <box>385 1019 739 1104</box>
osic-line5: Tel No. : 0671-2344563 /- Fax : 0671-2341875/2342561 <box>1190 931 1405 942</box>
occ-body: Sealed tenders in conformity with the terms, conditions and technical specifications etc. in tender documents are invited from reputed manufacturers / re-rollers / authorized distributors / authorized dealers for "Supply of certain steel rounds required for Mahendratanaya Barrage Project, Rengali Right Bank Canal Project, Rukura Irrigation Project, Telengiri Irrigation Project, Ret Irrigation Project, Lower Indra Irrigation Project & Gambharia Nallah Project". For details, please visit our website www.odishaconstruction.com . The last date of sale of tender documents and receipt of tender is 12.11.2016. <box>1138 155 1484 252</box>
optcl-jajpur-cin: CIN- U40102OR2004SGC007553 <box>889 144 1021 155</box>
occ-title: ODISHA CONSTRUCTION CORPORATION LTD. <box>1187 84 1467 98</box>
ifb-item: 2. Estimated Cost:- Rs.18.50 Lakhs to Rs.24.06 Lakhs <box>764 1079 982 1091</box>
table-cell: 'D' & 'C' <box>548 851 596 897</box>
masthead-year: ୨୦୧୭ <box>14 44 53 60</box>
title-line: SCIENCES & RESEARCH, BURLA <box>1207 1403 1416 1419</box>
table-colnum: 3 <box>491 717 548 732</box>
vimsar-mfr-heading: NAME OF THE MANUFACTURERS <box>1229 1605 1394 1617</box>
bdo-title <box>385 487 738 521</box>
title-line: OFFICE OF THE DEAN & PRINCIPAL <box>1198 1372 1424 1388</box>
bsnl-office: O/o the DGM (Mtce), ETR, Bhubaneswar-751012 <box>484 343 676 354</box>
title-line: OFFICER, KUARMUNDA PANCHAYAT SAMITI <box>412 503 712 520</box>
table-header: Period of Completion <box>687 661 738 718</box>
column-2 <box>376 78 747 1817</box>
dhagadhamali-paragraph: ଅସଲରେ ଢଗଟିର ମର୍ମ ହେଲା— ନିଜ ସାମର୍ଥ୍ୟକୁ ନ ଚିହ୍ନି ଅନ୍ୟର ଧନ ଓ ଯଶକୁ ଲୋଭ କଲେ ଶେଷରେ ନିଜର ସର୍ବସ୍ୱ ହରାଇବାକୁ ପଡ଼େ । ଗାଁ ଗହଳିରେ ଏହି ଢଗଟି ଆଜି ବି ଲୋକମୁଖରେ ଶୁଣିବାକୁ ମିଳେ । ମଣିଷ ନିଜ ପରିଶ୍ରମରେ ଯାହା ଅର୍ଜନ କରେ, ତାହା ହିଁ ତା'ର ପ୍ରକୃତ ସମ୍ପଦ । <box>18 204 358 260</box>
suchana-notice <box>1131 681 1492 868</box>
cartoon-face-icon <box>113 86 155 128</box>
table-header: Sl. No. <box>386 661 404 718</box>
ad-code: 34042/11/0009/1617 <box>764 432 836 443</box>
main-headline <box>8 436 367 514</box>
optcl-cpc-nb: N.B: All subsequent addendum / corrigendum to the tender shall be hosted in the website of OPTCL & official website www.tenderwizard.com/OPTCL only. <box>1138 1296 1484 1319</box>
occ-ref: No.OCC/CWS/PROC/BRB-04/46/16-17 <box>1138 140 1292 151</box>
ifb-item: 3. Period of Completion:- 3 (Three) Months <box>764 1094 941 1106</box>
title-line: SAMBALPUR(R&B) DIVISION NO-I, SAMBALPUR <box>793 352 1085 367</box>
table-colnum: 6 <box>637 717 687 732</box>
bdo-intro: 1. The Block Development Officer, Kuarmunda on behalf of the Governor of Odisha invites Percentage Rate bids in Single cover system for the work(s) as detailed in the table below, from eligible contractors registered with the State Government and contractors of equivalent Grade/Class registered with Central Government / M.E.S. / Railways or other Licensing Authorities for execution of Civil works on production of definite proof from the appropriate authority. <box>385 578 739 656</box>
bsnl-heading: NOTICE INVITING TENDER <box>481 367 643 382</box>
bdo-letter-no: Letter No. 2396 <box>385 548 452 560</box>
forest-award-notice <box>757 1269 1122 1579</box>
suchana-signature: ଘ୍ରା./- ଜିଲ୍ଲା କୃଷି ଅଧିକାରୀ, ଅନୁଗୋଳ <box>1336 849 1484 861</box>
